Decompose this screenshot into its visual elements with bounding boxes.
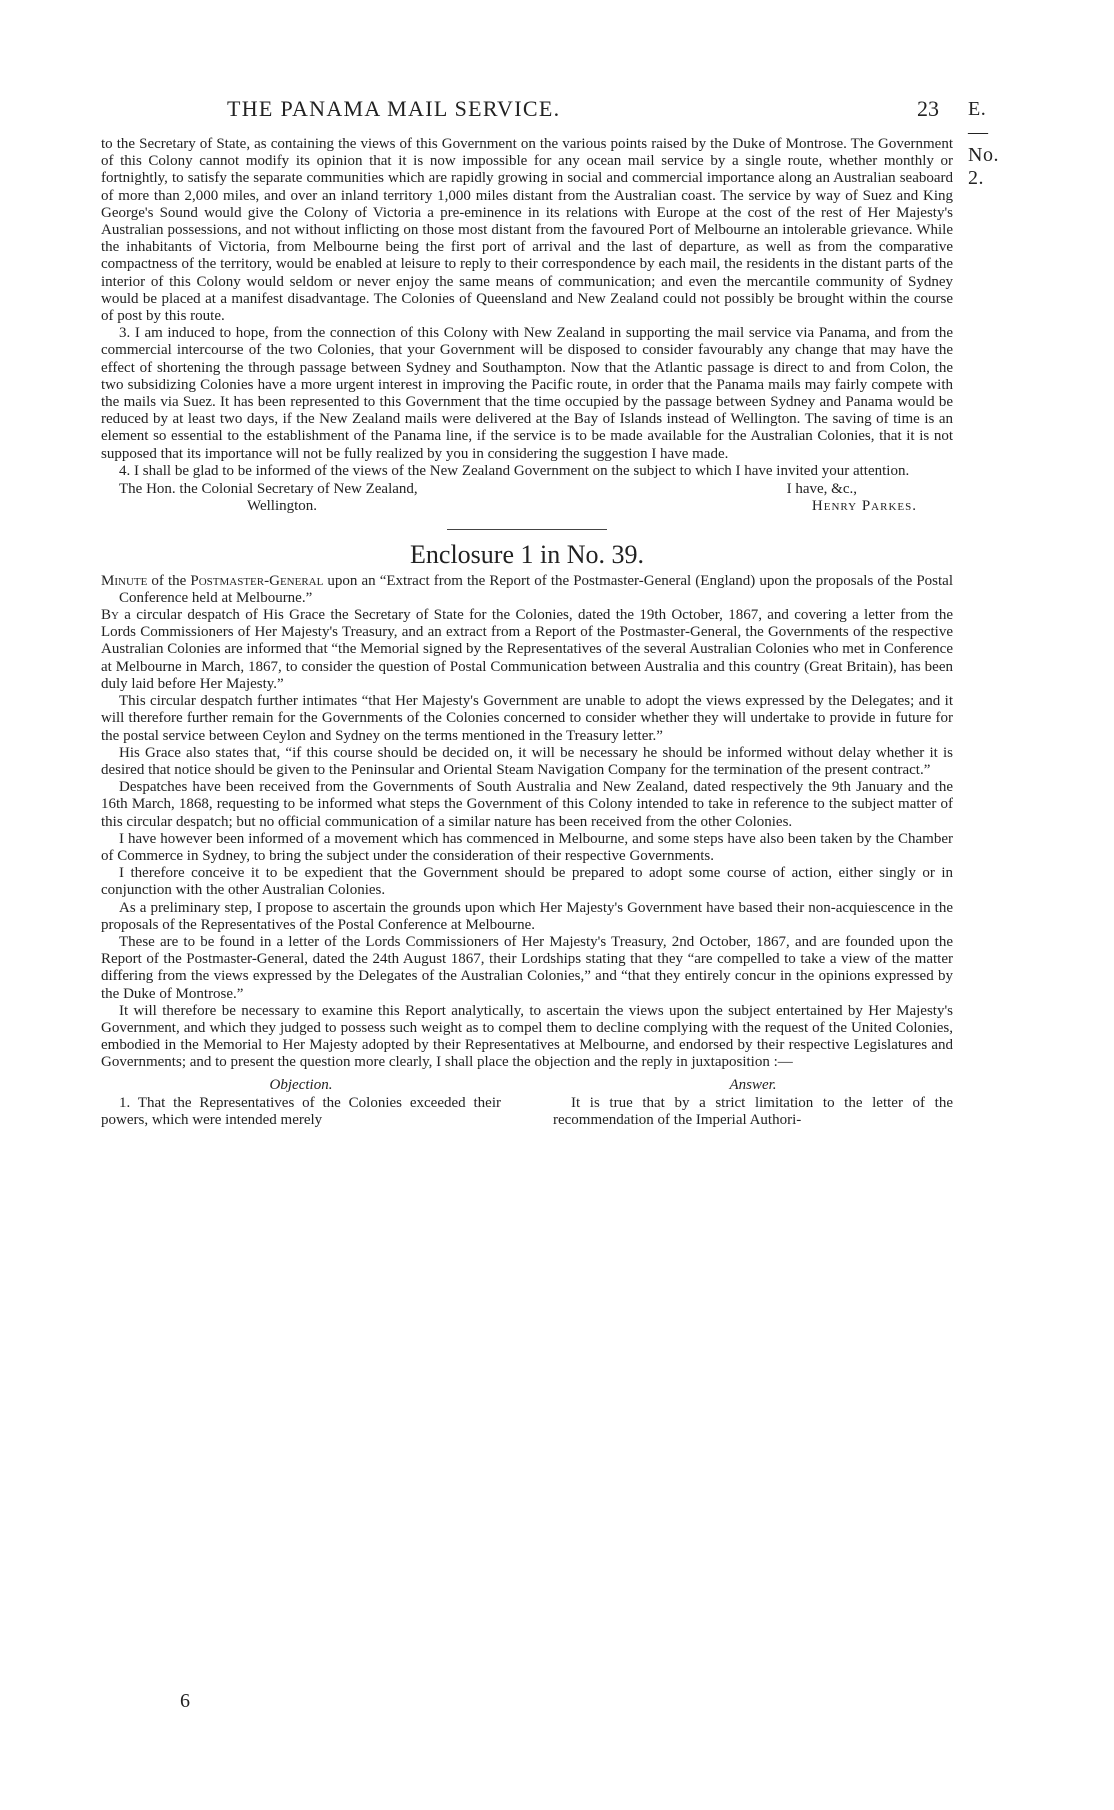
signature: Henry Parkes. xyxy=(811,498,917,515)
minute-office: Postmaster-General xyxy=(190,572,324,589)
running-title: THE PANAMA MAIL SERVICE. xyxy=(227,96,561,121)
addressee-block xyxy=(101,481,418,515)
enclosure-paragraph-5: I have however been informed of a movement which has commenced in Melbourne, and some steps have also been taken by the Chamber of Commerce in Sydney, to bring the subject under the consideration of their respective Governments. xyxy=(101,830,953,864)
minute-title xyxy=(101,573,953,607)
paragraph-lead: By xyxy=(101,607,119,624)
answer-item: It is true that by a strict limitation to the letter of the recommendation of the Imperial Authori- xyxy=(553,1094,953,1128)
closing-text: I have, &c., xyxy=(786,481,857,498)
objection-answer-table xyxy=(101,1077,953,1130)
answer-column xyxy=(553,1077,953,1130)
answer-heading: Answer. xyxy=(729,1076,777,1093)
section-divider xyxy=(447,529,607,530)
enclosure-paragraph-9: It will therefore be necessary to examine this Report analytically, to ascertain the views upon the subject entertained by Her Majesty's Government, and which they judged to possess such weight as to compel them to decline complying with the request of the United Colonies, embodied in the Memorial to Her Majesty adopted by their Representatives at Melbourne, and endorsed by their respective Legislatures and Governments; and to present the question more clearly, I shall place the objection and the reply in juxtaposition :— xyxy=(101,1002,953,1071)
closing-block xyxy=(787,481,953,515)
letter-paragraph-4: 4. I shall be glad to be informed of the views of the New Zealand Government on the subject to which I have invited your attention. xyxy=(119,462,910,479)
letter-paragraph-3: 3. I am induced to hope, from the connection of this Colony with New Zealand in supporting the mail service via Panama, and from the commercial intercourse of the two Colonies, that your Government will be disposed to consider favourably any change that may have the effect of shortening the through passage between Sydney and Southampton. Now that the Atlantic passage is direct to and from Colon, the two subsidizing Colonies have a more urgent interest in improving the Pacific route, in order that the Panama mails may fairly compete with the mails via Suez. It has been represented to this Government that the time occupied by the passage between Sydney and Panama would be reduced by at least two days, if the New Zealand mails were delivered at the Bay of Islands instead of Wellington. The saving of time is an element so essential to the establishment of the Panama line, if the service is to be made available for the Australian Colonies, that it is not supposed that its importance will not be fully realized by you in considering the suggestion I have made. xyxy=(101,325,953,462)
minute-description: upon an “Extract from the Report of the Postmaster-General (England) upon the proposals of the Postal Conference held at Melbourne.” xyxy=(119,572,953,606)
enclosure-paragraph-4: Despatches have been received from the Governments of South Australia and New Zealand, dated respectively the 9th January and the 16th March, 1868, requesting to be informed what steps the Government of this Colony intended to take in reference to the subject matter of this circular despatch; but no official communication of a similar nature has been received from the other Colonies. xyxy=(101,779,953,830)
letter-paragraph-1: to the Secretary of State, as containing the views of this Government on the various points raised by the Duke of Montrose. The Government of this Colony cannot modify its opinion that it is now impossible for any ocean mail service by a single route, whether monthly or fortnightly, to satisfy the separate communities which are rapidly growing in social and commercial importance along an Australian seaboard of more than 2,000 miles, and over an inland territory 1,000 miles distant from the Australian coast. The service by way of Suez and King George's Sound would give the Colony of Victoria a pre-eminence in its relations with Europe at the cost of the rest of Her Majesty's Australian possessions, and not without inflicting on those most distant from the favoured Port of Melbourne an intolerable grievance. While the inhabitants of Victoria, from Melbourne being the first port of arrival and the last of departure, as well as from the comparative compactness of the territory, would be enabled at leisure to reply to their correspondence by each mail, the residents in the distant parts of the interior of this Colony would seldom or never enjoy the same means of communication; and even the mercantile community of Sydney would be placed at a manifest disadvantage. The Colonies of Queensland and New Zealand could not possibly be brought within the course of post by this route. xyxy=(101,136,953,325)
enclosure-paragraph-2: This circular despatch further intimates “that Her Majesty's Government are unable to adopt the views expressed by the Delegates; and it will therefore further remain for the Governments of the Colonies concerned to consider whether they will undertake to provide in future for the postal service between Ceylon and Sydney on the terms mentioned in the Treasury letter.” xyxy=(101,693,953,744)
enclosure-paragraph-1 xyxy=(101,607,953,693)
minute-of: of the xyxy=(147,572,191,589)
enclosure-heading: Enclosure 1 in No. 39. xyxy=(410,540,644,570)
paragraph-body: a circular despatch of His Grace the Secretary of State for the Colonies, dated the 19th October, 1867, and covering a letter from the Lords Commissioners of Her Majesty's Treasury, and an extract from a Report of the Postmaster-General, the Governments of the respective Australian Colonies are informed that “the Memorial signed by the Representatives of the several Australian Colonies who met in Conference at Melbourne in March, 1867, to consider the question of Postal Communication between Australia and this country (Great Britain), has been duly laid before Her Majesty.” xyxy=(101,607,953,692)
page-number: 23 xyxy=(917,96,939,121)
addressee-line: The Hon. the Colonial Secretary of New Zealand, xyxy=(119,481,418,498)
enclosure-paragraph-6: I therefore conceive it to be expedient that the Government should be prepared to adopt some course of action, either singly or in conjunction with the other Australian Colonies. xyxy=(101,865,953,899)
minute-label: Minute xyxy=(101,572,148,589)
addressee-place: Wellington. xyxy=(247,498,318,515)
objection-item: 1. That the Representatives of the Colonies exceeded their powers, which were intended merely xyxy=(101,1094,501,1128)
objection-heading: Objection. xyxy=(269,1076,333,1093)
page-header xyxy=(0,96,999,189)
letter-signoff xyxy=(101,481,953,515)
signature-mark: 6 xyxy=(180,1690,190,1712)
objection-column xyxy=(101,1077,501,1130)
sheet-reference: E.—No. 2. xyxy=(968,98,999,189)
enclosure-paragraph-7: As a preliminary step, I propose to ascertain the grounds upon which Her Majesty's Government have based their non-acquiescence in the proposals of the Representatives of the Postal Conference at Melbourne. xyxy=(101,899,953,933)
document-text xyxy=(101,136,953,1129)
enclosure-paragraph-3: His Grace also states that, “if this course should be decided on, it will be necessary he should be informed without delay whether it is desired that notice should be given to the Peninsular and Oriental Steam Navigation Company for the termination of the present contract.” xyxy=(101,744,953,778)
enclosure-paragraph-8: These are to be found in a letter of the Lords Commissioners of Her Majesty's Treasury, 2nd October, 1867, and are founded upon the Report of the Postmaster-General, dated the 24th August 1867, their Lordships stating that they “are compelled to take a view of the matter differing from the views expressed by the Delegates of the Australian Colonies,” and “that they entirely concur in the opinions expressed by the Duke of Montrose.” xyxy=(101,933,953,1002)
